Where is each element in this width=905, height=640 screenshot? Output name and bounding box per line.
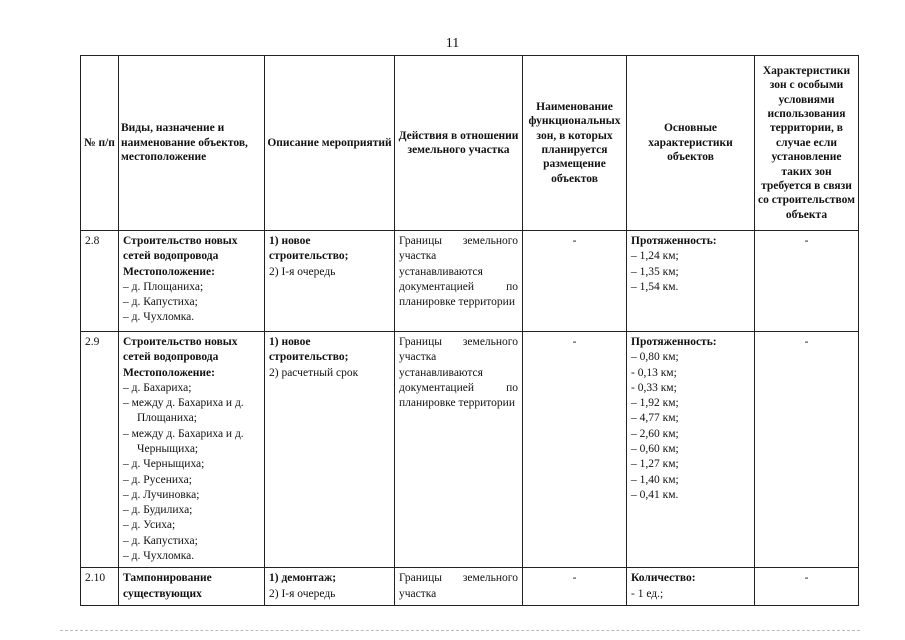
description-plain: 2) I-я очередь [269, 587, 336, 600]
special-zones-cell: - [755, 231, 859, 332]
characteristic-item: – 1,92 км; [631, 397, 679, 410]
description-bold: 1) демонтаж; [269, 572, 337, 585]
description-bold: 1) новое строительство; [269, 336, 349, 364]
characteristics-list [631, 587, 750, 602]
characteristic-item: – 1,54 км. [631, 280, 679, 293]
header-desc: Описание мероприятий [265, 56, 395, 231]
characteristic-item: - 1 ед.; [631, 587, 664, 600]
zones-cell: - [523, 332, 627, 568]
location-item: – д. Капустиха; [123, 534, 198, 547]
header-actions: Действия в отношении земельного участка [395, 56, 523, 231]
characteristics-cell [627, 332, 755, 568]
object-cell [119, 231, 265, 332]
row-number: 2.10 [81, 568, 119, 606]
location-item: – д. Капустиха; [123, 296, 198, 309]
actions-cell: Границы земельного участка устанавливаются документацией по планировке территории [395, 332, 523, 568]
special-zones-cell: - [755, 568, 859, 606]
location-label: Местоположение: [123, 366, 215, 379]
location-item: – д. Лучиновка; [123, 488, 200, 501]
location-item: – между д. Бахариха и д. Площаниха; [123, 397, 244, 425]
actions-cell: Границы земельного участка [395, 568, 523, 606]
object-cell [119, 332, 265, 568]
description-plain: 2) расчетный срок [269, 366, 359, 379]
description-cell [265, 568, 395, 606]
characteristic-item: – 4,77 км; [631, 412, 679, 425]
header-zones: Наименование функциональных зон, в которых планируется размещение объектов [523, 56, 627, 231]
characteristic-item: – 0,80 км; [631, 351, 679, 364]
object-title: Строительство новых сетей водопровода [123, 235, 238, 263]
header-chars: Основные характеристики объектов [627, 56, 755, 231]
characteristics-label: Количество: [631, 572, 696, 585]
characteristics-label: Протяженность: [631, 235, 717, 247]
zones-cell: - [523, 231, 627, 332]
characteristics-list [631, 350, 750, 503]
characteristic-item: – 0,41 км. [631, 488, 679, 501]
location-item: – д. Будилиха; [123, 504, 193, 517]
characteristic-item: - 0,13 км; [631, 366, 677, 379]
location-item: – д. Черныщиха; [123, 458, 205, 471]
description-cell [265, 332, 395, 568]
header-num: № п/п [81, 56, 119, 231]
row-number: 2.8 [81, 231, 119, 332]
object-title: Тампонирование существующих [123, 572, 212, 600]
actions-cell: Границы земельного участка устанавливаются документацией по планировке территории [395, 231, 523, 332]
characteristic-item: – 1,40 км; [631, 473, 679, 486]
location-label: Местоположение: [123, 265, 215, 278]
location-item: – между д. Бахариха и д. Черныщиха; [123, 427, 244, 455]
location-item: – д. Русениха; [123, 473, 192, 486]
row-number: 2.9 [81, 332, 119, 568]
location-item: – д. Площаниха; [123, 280, 204, 293]
description-cell [265, 231, 395, 332]
table-row [81, 568, 859, 606]
object-cell [119, 568, 265, 606]
location-list [123, 280, 260, 326]
objects-table [80, 55, 859, 606]
characteristic-item: - 0,33 км; [631, 381, 677, 394]
characteristic-item: – 1,27 км; [631, 458, 679, 471]
characteristics-cell [627, 568, 755, 606]
scan-artifact-line [60, 630, 860, 632]
page-number: 11 [445, 36, 460, 51]
table-row [81, 332, 859, 568]
object-title: Строительство новых сетей водопровода [123, 336, 238, 364]
location-item: – д. Чухломка. [123, 311, 195, 324]
location-item: – д. Бахариха; [123, 381, 192, 394]
characteristics-cell [627, 231, 755, 332]
zones-cell: - [523, 568, 627, 606]
header-types: Виды, назначение и наименование объектов, местоположение [119, 56, 265, 231]
special-zones-cell: - [755, 332, 859, 568]
location-list [123, 381, 260, 564]
characteristics-list [631, 249, 750, 295]
table-row [81, 231, 859, 332]
characteristics-label: Протяженность: [631, 336, 717, 348]
location-item: – д. Усиха; [123, 519, 176, 532]
header-special: Характеристики зон с особыми условиями использования территории, в случае если установление таких зон требуется в связи со строительством объекта [755, 56, 859, 231]
location-item: – д. Чухломка. [123, 549, 195, 562]
characteristic-item: – 0,60 км; [631, 442, 679, 455]
characteristic-item: – 2,60 км; [631, 427, 679, 440]
characteristic-item: – 1,24 км; [631, 250, 679, 263]
description-plain: 2) I-я очередь [269, 265, 336, 278]
header-row [81, 56, 859, 231]
description-bold: 1) новое строительство; [269, 235, 349, 263]
characteristic-item: – 1,35 км; [631, 265, 679, 278]
